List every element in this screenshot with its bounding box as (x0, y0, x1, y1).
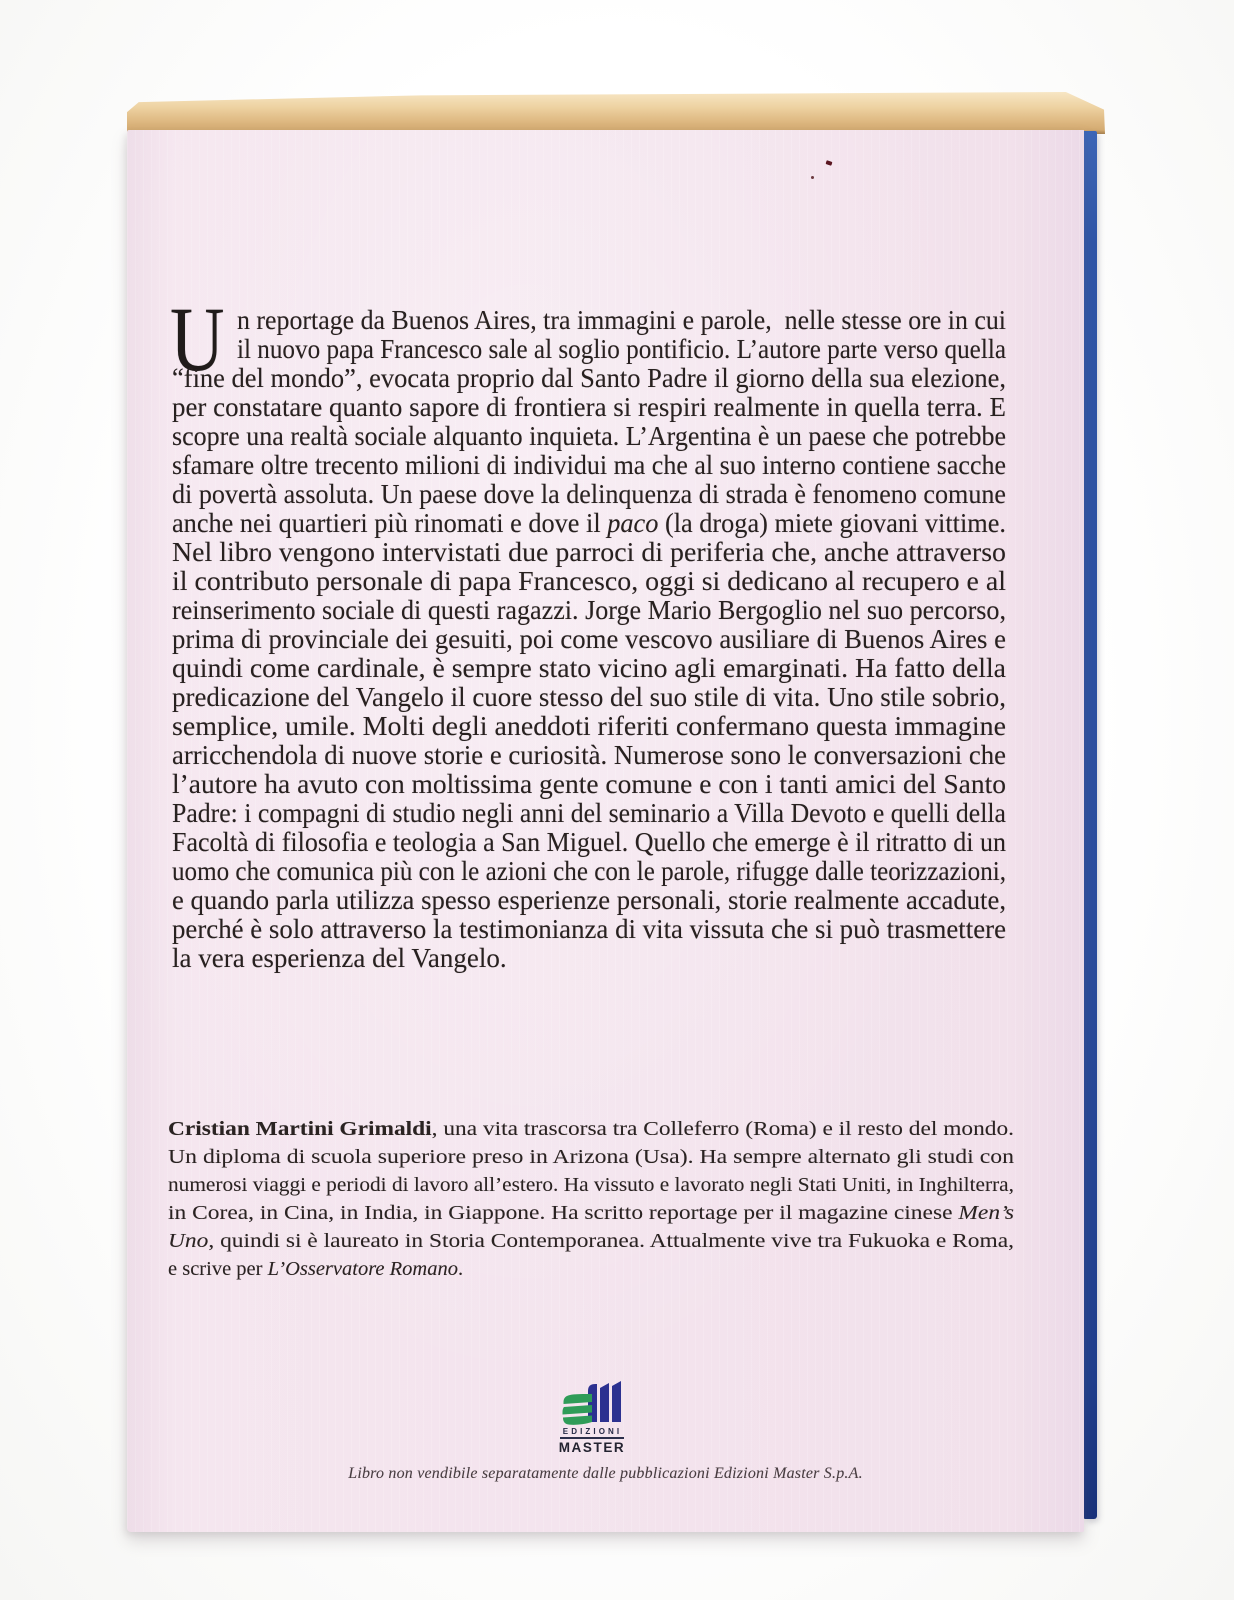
text-line: “fine del mondo”, evocata proprio dal Santo Padre il giorno della sua elezione, (172, 363, 1006, 393)
master-label: MASTER (558, 1440, 626, 1455)
text-line: reinserimento sociale di questi ragazzi. Jorge Mario Bergoglio nel suo percorso, (172, 595, 1006, 625)
publisher-logo-block (558, 1381, 626, 1455)
text-line: l’autore ha avuto con moltissima gente comune e con i tanti amici del Santo (172, 769, 1006, 799)
text-line: anche nei quartieri più rinomati e dove il paco (la droga) miete giovani vittime. (172, 508, 1006, 538)
text-line: e scrive per L’Osservatore Romano. (168, 1258, 464, 1280)
text-line: predicazione del Vangelo il cuore stesso del suo stile di vita. Uno stile sobrio, (172, 682, 1006, 712)
text-line: quindi come cardinale, è sempre stato vicino agli emarginati. Ha fatto della (172, 653, 1006, 683)
text-line: Un diploma di scuola superiore preso in Arizona (Usa). Ha sempre alternato gli studi con (168, 1146, 1014, 1168)
text-line: uomo che comunica più con le azioni che con le parole, rifugge dalle teorizzazioni, (172, 856, 1006, 886)
text-line: Facoltà di filosofia e teologia a San Miguel. Quello che emerge è il ritratto di un (172, 827, 1006, 857)
text-line: n reportage da Buenos Aires, tra immagini e parole, nelle stesse ore in cui (237, 305, 1006, 335)
text-line: e quando parla utilizza spesso esperienze personali, storie realmente accadute, (172, 885, 1006, 915)
text-line: di povertà assoluta. Un paese dove la delinquenza di strada è fenomeno comune (172, 479, 1006, 509)
ink-speck (826, 160, 833, 166)
text-line: arricchendola di nuove storie e curiosità. Numerose sono le conversazioni che (172, 740, 1006, 770)
edizioni-master-logo (561, 1381, 623, 1425)
book-spine (1084, 131, 1097, 1519)
text-line: per constatare quanto sapore di frontiera si respiri realmente in quella terra. E (172, 392, 1006, 422)
text-line: la vera esperienza del Vangelo. (172, 943, 507, 973)
page-edges (127, 92, 1105, 134)
ink-speck (811, 176, 814, 179)
text-line: Padre: i compagni di studio negli anni del seminario a Villa Devoto e quelli della (172, 798, 1006, 828)
text-line: il contributo personale di papa Francesco, oggi si dedicano al recupero e al (172, 566, 1006, 596)
edizioni-label: EDIZIONI (560, 1427, 624, 1439)
text-line: Nel libro vengono intervistati due parroci di periferia che, anche attraverso (172, 537, 1006, 567)
text-line: il nuovo papa Francesco sale al soglio pontificio. L’autore parte verso quella (237, 334, 1006, 364)
text-line: numerosi viaggi e periodi di lavoro all’estero. Ha vissuto e lavorato negli Stati Uniti, in Inghilterra, (168, 1174, 1014, 1196)
text-line: Cristian Martini Grimaldi, una vita trascorsa tra Colleferro (Roma) e il resto del mondo. (168, 1118, 1014, 1140)
text-line: perché è solo attraverso la testimonianza di vita vissuta che si può trasmettere (172, 914, 1006, 944)
footer-note: Libro non vendibile separatamente dalle pubblicazioni Edizioni Master S.p.A. (348, 1465, 863, 1482)
text-line: sfamare oltre trecento milioni di individui ma che al suo interno contiene sacche (172, 450, 1006, 480)
book-back-cover (127, 130, 1084, 1532)
text-line: in Corea, in Cina, in India, in Giappone. Ha scritto reportage per il magazine cinese Men’s (168, 1202, 1015, 1224)
synopsis-text (170, 288, 1006, 973)
logo-m-bars (588, 1381, 621, 1422)
drop-cap: U (170, 288, 225, 390)
text-line: Uno, quindi si è laureato in Storia Contemporanea. Attualmente vive tra Fukuoka e Roma, (168, 1230, 1014, 1252)
text-line: semplice, umile. Molti degli aneddoti riferiti confermano questa immagine (172, 711, 1006, 741)
text-line: scopre una realtà sociale alquanto inquieta. L’Argentina è un paese che potrebbe (172, 421, 1006, 451)
logo-e-bars (563, 1394, 593, 1425)
text-line: prima di provinciale dei gesuiti, poi come vescovo ausiliare di Buenos Aires e (172, 624, 1006, 654)
author-bio (168, 1115, 1014, 1283)
